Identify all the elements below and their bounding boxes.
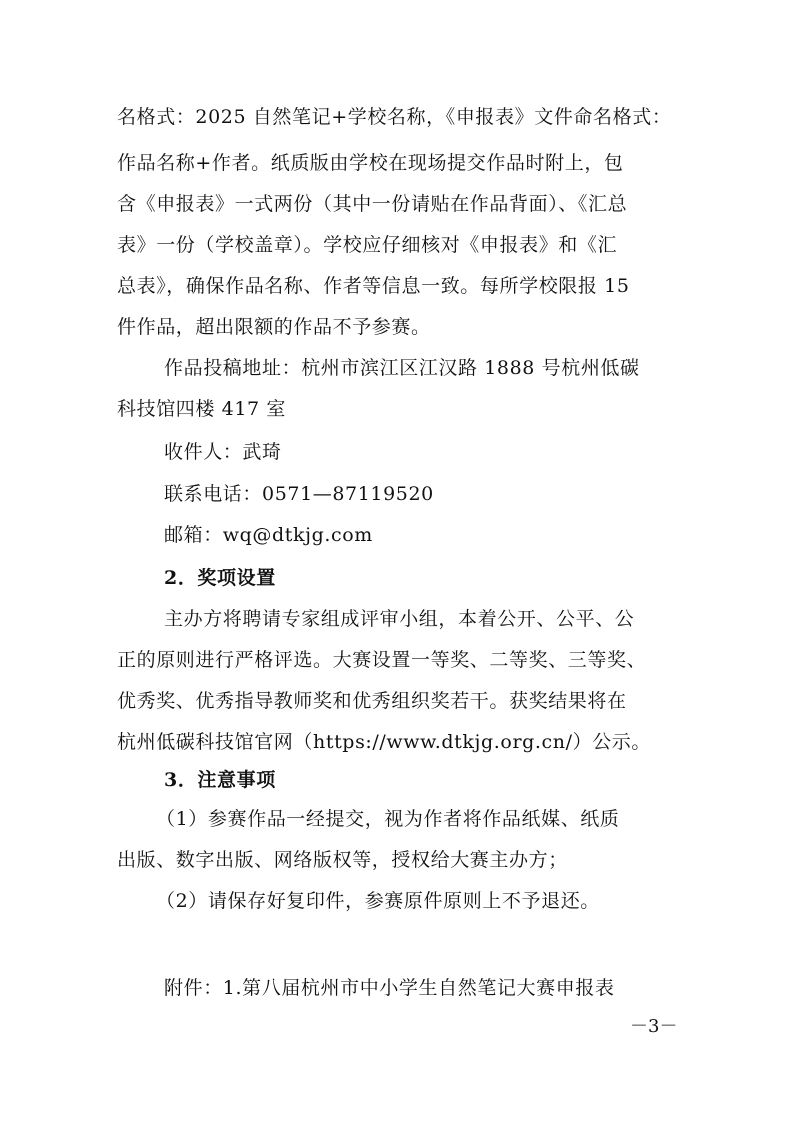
page-number: －3－ [630, 1016, 678, 1037]
section-heading-notes: 3．注意事项 [164, 769, 276, 791]
paragraph-submission-format-line-3: 含《申报表》一式两份（其中一份请贴在作品背面）、《汇总 [117, 193, 628, 215]
paragraph-submission-format-line-4: 表》一份（学校盖章）。学校应仔细核对《申报表》和《汇 [117, 234, 618, 256]
recipient-line: 收件人：武琦 [164, 441, 282, 463]
paragraph-submission-format-line-2: 作品名称+作者。纸质版由学校在现场提交作品时附上，包 [117, 152, 624, 174]
paragraph-awards-line-4: 杭州低碳科技馆官网（https://www.dtkjg.org.cn/）公示。 [117, 731, 652, 753]
note-1-line-2: 出版、数字出版、网络版权等，授权给大赛主办方； [117, 849, 568, 871]
paragraph-submission-format-line-6: 件作品，超出限额的作品不予参赛。 [117, 316, 431, 338]
section-heading-awards: 2．奖项设置 [164, 567, 276, 589]
email-line: 邮箱：wq@dtkjg.com [164, 524, 373, 546]
paragraph-awards-line-2: 正的原则进行严格评选。大赛设置一等奖、二等奖、三等奖、 [117, 649, 647, 671]
paragraph-submission-format-line-1: 名格式：2025 自然笔记+学校名称，《申报表》文件命名格式： [117, 106, 672, 128]
note-1-line-1: （1）参赛作品一经提交，视为作者将作品纸媒、纸质 [156, 808, 620, 830]
attachment-line: 附件：1.第八届杭州市中小学生自然笔记大赛申报表 [164, 977, 615, 999]
submission-address-line-1: 作品投稿地址：杭州市滨江区江汉路 1888 号杭州低碳 [164, 357, 640, 379]
submission-address-line-2: 科技馆四楼 417 室 [117, 398, 286, 420]
paragraph-awards-line-1: 主办方将聘请专家组成评审小组，本着公开、公平、公 [164, 608, 635, 630]
paragraph-submission-format-line-5: 总表》，确保作品名称、作者等信息一致。每所学校限报 15 [117, 275, 630, 297]
phone-line: 联系电话：0571—87119520 [164, 483, 434, 505]
note-2-line: （2）请保存好复印件，参赛原件原则上不予退还。 [156, 890, 600, 912]
paragraph-awards-line-3: 优秀奖、优秀指导教师奖和优秀组织奖若干。获奖结果将在 [117, 690, 627, 712]
